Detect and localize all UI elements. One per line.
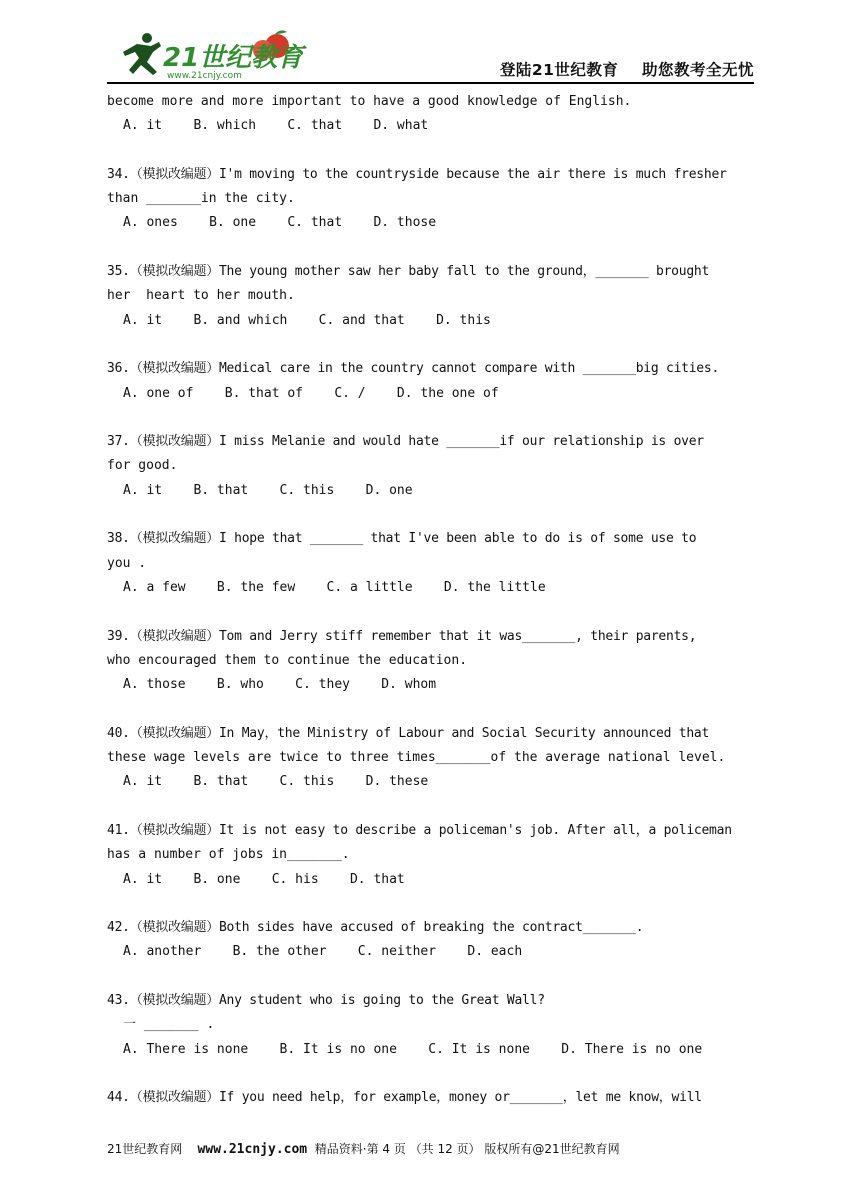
answer-options: A. it B. that C. this D. these [123,774,429,790]
question-continuation: become more and more important to have a good knowledge of English. [107,94,632,109]
answer-options: A. it B. one C. his D. that [123,871,405,887]
header-slogan: 登陆21世纪教育 助您教考全无忧 [499,61,754,79]
question-text: 36.（模拟改编题）Medical care in the country cannot compare with _______big cities. [107,361,720,377]
question-continuation: you . [107,555,147,571]
question-continuation: has a number of jobs in_______. [107,847,350,863]
question-continuation: who encouraged them to continue the education. [107,652,468,668]
header-divider [107,82,754,84]
answer-options: 一 _______ . [123,1017,215,1033]
footer-page-info: 精品资料·第 4 页 （共 12 页） 版权所有@21世纪教育网 [314,1142,620,1156]
question-continuation: these wage levels are twice to three times_______of the average national level. [107,750,726,766]
spacer [107,600,754,624]
spacer [107,1062,754,1086]
page-footer [107,1140,754,1157]
question-text: 44.（模拟改编题）If you need help，for example，money or_______，let me know，will [107,1090,702,1106]
question-text: 34.（模拟改编题）I'm moving to the countryside because the air there is much fresher [107,166,727,182]
question-continuation: for good. [107,458,178,474]
question-text: 43.（模拟改编题）Any student who is going to the Great Wall? [107,992,545,1008]
question-text: 35.（模拟改编题）The young mother saw her baby fall to the ground，_______ brought [107,264,710,280]
spacer [107,697,754,721]
answer-options: A. one of B. that of C. / D. the one of [123,385,499,401]
spacer [107,503,754,527]
answer-options: A. those B. who C. they D. whom [123,677,437,693]
answer-options: A. another B. the other C. neither D. each [123,944,523,960]
page-header [107,28,754,82]
logo-url: www.21cnjy.com [167,71,242,80]
spacer [107,892,754,916]
spacer [107,965,754,989]
running-figure-icon [123,33,161,75]
answer-options: A. There is none B. It is no one C. It is none D. There is no one [123,1041,703,1057]
site-logo [107,28,307,80]
spacer [107,236,754,260]
logo-text: 21世纪教育 [163,43,304,73]
answer-options: A. a few B. the few C. a little D. the little [123,579,546,595]
spacer [107,406,754,430]
answer-options: A. it B. that C. this D. one [123,482,413,498]
footer-site: www.21cnjy.com [197,1142,308,1157]
question-text: 39.（模拟改编题）Tom and Jerry stiff remember that it was_______, their parents, [107,628,697,644]
answer-options: A. ones B. one C. that D. those [123,215,437,231]
spacer [107,139,754,163]
question-text: 37.（模拟改编题）I miss Melanie and would hate _______if our relationship is over [107,434,704,450]
question-list [107,90,754,1110]
answer-options: A. it B. which C. that D. what [123,118,429,134]
question-text: 40.（模拟改编题）In May，the Ministry of Labour and Social Security announced that [107,725,710,741]
spacer [107,795,754,819]
footer-left: 21世纪教育网 [107,1142,183,1156]
spacer [107,333,754,357]
question-continuation: than _______in the city. [107,191,295,207]
question-text: 42.（模拟改编题）Both sides have accused of breaking the contract_______. [107,920,644,936]
question-text: 38.（模拟改编题）I hope that _______ that I've been able to do is of some use to [107,531,697,547]
answer-options: A. it B. and which C. and that D. this [123,312,491,328]
question-text: 41.（模拟改编题）It is not easy to describe a policeman's job. After all，a policeman [107,822,732,838]
question-continuation: her heart to her mouth. [107,288,295,304]
